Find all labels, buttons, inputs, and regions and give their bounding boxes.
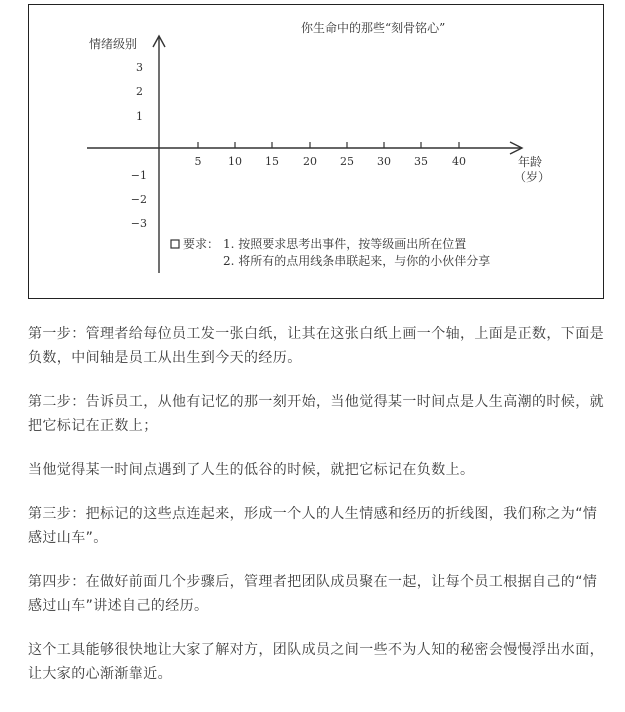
x-tick-label: 20 [303,155,317,168]
x-tick-label: 30 [377,155,391,168]
paragraph-step-2-continued: 当他觉得某一时间点遇到了人生的低谷的时候，就把它标记在负数上。 [28,462,475,478]
requirement-line-2: 2. 将所有的点用线条串联起来，与你的小伙伴分享 [223,254,491,268]
paragraph-step-3: 第三步：把标记的这些点连起来，形成一个人的人生情感和经历的折线图，我们称之为“情感过山车”。 [28,506,598,546]
x-tick-label: 25 [340,155,354,168]
y-tick-label: 1 [136,110,143,123]
article-body [28,322,608,706]
y-tick-labels [131,61,147,230]
x-ticks [198,142,459,148]
requirement-checkbox-icon [171,240,179,248]
requirement-line-1: 1. 按照要求思考出事件，按等级画出所在位置 [223,237,467,251]
x-axis-unit: （岁） [514,170,551,184]
emotion-chart-figure [28,4,604,299]
y-tick-label: −3 [130,217,147,230]
y-tick-label: 3 [136,61,143,74]
x-tick-label: 40 [452,155,466,168]
paragraph-step-1: 第一步：管理者给每位员工发一张白纸，让其在这张白纸上画一个轴，上面是正数，下面是负数，中间轴是员工从出生到今天的经历。 [28,326,604,366]
paragraph-step-2: 第二步：告诉员工，从他有记忆的那一刻开始，当他觉得某一时间点是人生高潮的时候，就把它标记在正数上； [28,394,604,434]
x-axis-label: 年龄 [518,155,543,169]
y-tick-label: −1 [130,169,147,182]
y-axis-label: 情绪级别 [89,37,138,51]
requirement-prefix: 要求： [183,237,220,251]
x-tick-label: 15 [265,155,279,168]
y-tick-label: 2 [136,85,143,98]
y-tick-label: −2 [130,193,147,206]
paragraph-conclusion: 这个工具能够很快地让大家了解对方，团队成员之间一些不为人知的秘密会慢慢浮出水面，让大家的心渐渐靠近。 [28,642,604,682]
paragraph-step-4: 第四步：在做好前面几个步骤后，管理者把团队成员聚在一起，让每个员工根据自己的“情感过山车”讲述自己的经历。 [28,574,598,614]
figure-title: 你生命中的那些“刻骨铭心” [301,21,446,35]
x-tick-label: 5 [194,155,202,168]
x-tick-labels [195,155,467,168]
x-tick-label: 10 [228,155,242,168]
emotion-chart-svg [29,5,605,300]
x-tick-label: 35 [414,155,428,168]
